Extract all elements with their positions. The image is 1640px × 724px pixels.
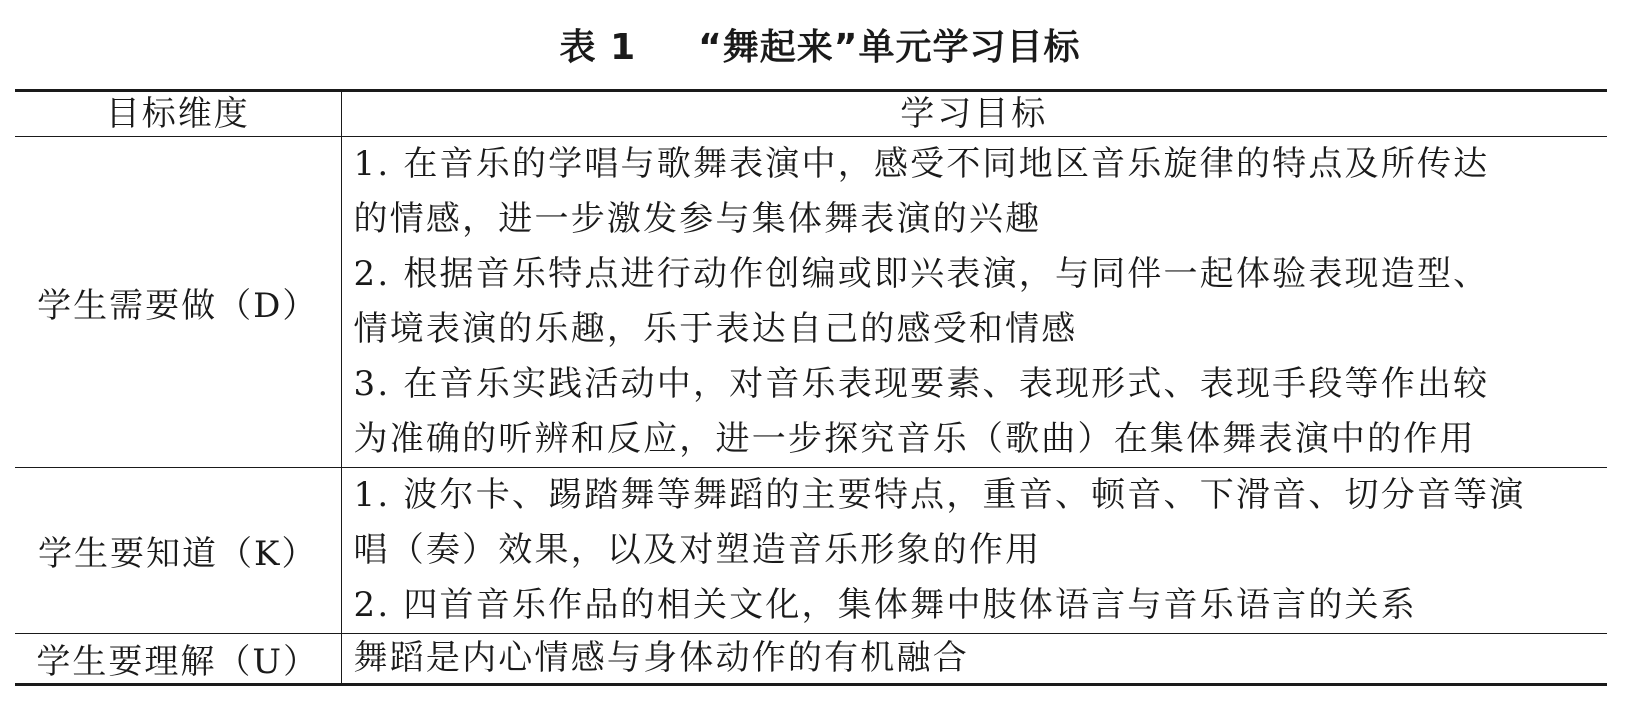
learning-goals-table	[15, 89, 1607, 686]
goal-line: 舞蹈是内心情感与身体动作的有机融合	[353, 638, 969, 678]
goal-cell-k	[341, 468, 1607, 634]
dimension-cell-d: 学生需要做（D）	[15, 137, 341, 468]
goal-cell-d	[341, 137, 1607, 468]
table-row-u	[15, 634, 1607, 685]
table-number: 表 1	[559, 27, 637, 68]
goal-line: 1. 波尔卡、踢踏舞等舞蹈的主要特点，重音、顿音、下滑音、切分音等演	[353, 475, 1526, 515]
goal-cell-u	[341, 634, 1607, 685]
goal-line: 的情感，进一步激发参与集体舞表演的兴趣	[353, 199, 1042, 239]
goal-line: 1. 在音乐的学唱与歌舞表演中，感受不同地区音乐旋律的特点及所传达	[353, 144, 1490, 184]
header-goals: 学习目标	[900, 94, 1049, 134]
header-dimension: 目标维度	[15, 91, 341, 137]
table-row-d	[15, 137, 1607, 468]
dimension-cell-u: 学生要理解（U）	[15, 634, 341, 685]
goal-line: 2. 根据音乐特点进行动作创编或即兴表演，与同伴一起体验表现造型、	[353, 254, 1490, 294]
goal-line: 2. 四首音乐作品的相关文化，集体舞中肢体语言与音乐语言的关系	[353, 585, 1417, 625]
goal-line: 唱（奏）效果，以及对塑造音乐形象的作用	[353, 530, 1042, 570]
table-title: “舞起来”单元学习目标	[698, 27, 1081, 68]
goal-line: 为准确的听辨和反应，进一步探究音乐（歌曲）在集体舞表演中的作用	[353, 419, 1476, 459]
goal-line: 3. 在音乐实践活动中，对音乐表现要素、表现形式、表现手段等作出较	[353, 364, 1490, 404]
dimension-cell-k: 学生要知道（K）	[15, 468, 341, 634]
table-caption	[0, 22, 1640, 74]
table-row-k	[15, 468, 1607, 634]
goal-line: 情境表演的乐趣，乐于表达自己的感受和情感	[353, 309, 1078, 349]
header-row	[15, 91, 1607, 137]
